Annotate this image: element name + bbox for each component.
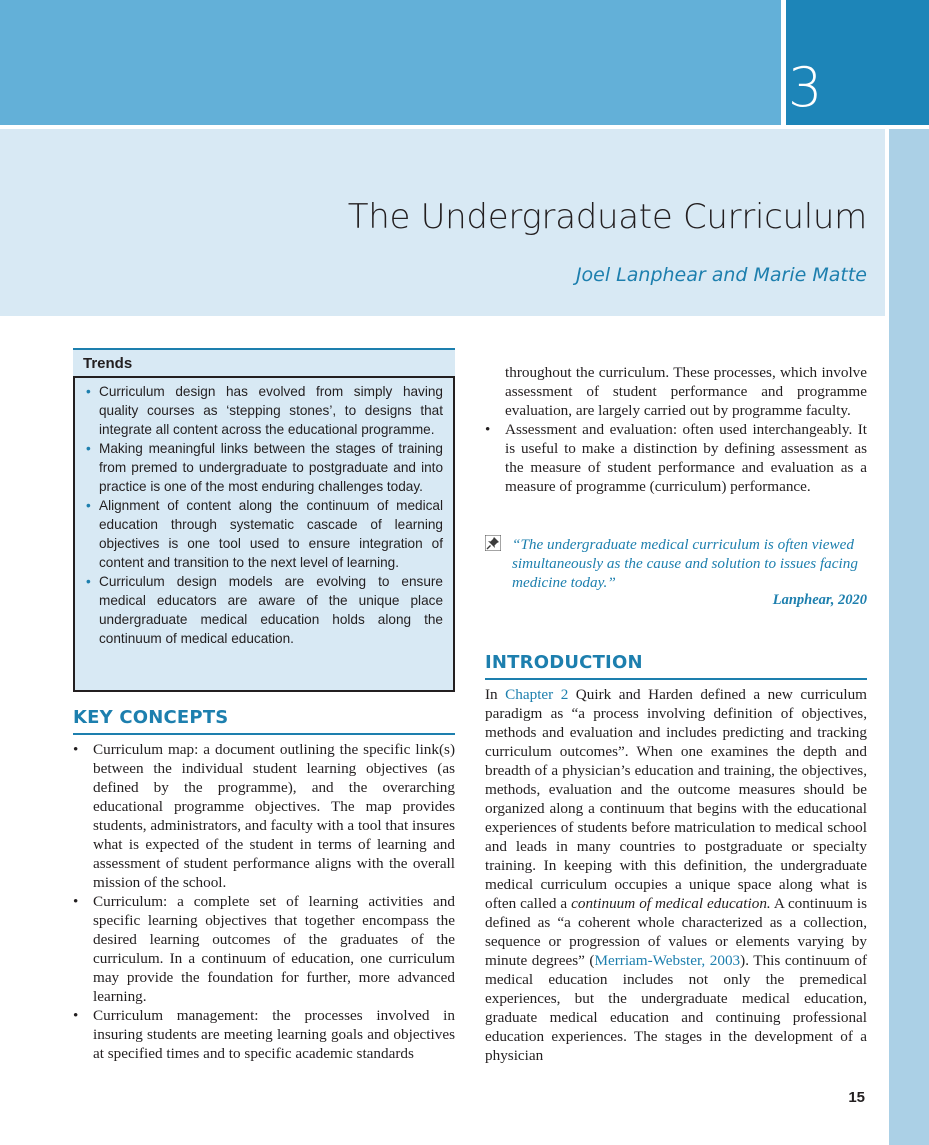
bullet-icon: • <box>86 574 91 589</box>
quote-attribution: Lanphear, 2020 <box>772 592 867 608</box>
bullet-icon: • <box>86 384 91 399</box>
key-concepts-continued <box>485 363 867 496</box>
key-concepts-list <box>73 740 455 1063</box>
trends-item-text: Making meaningful links between the stages of training from premed to undergraduate to postgraduate and into practice is one of the most enduring challenges today. <box>99 441 443 494</box>
chapter-2-link[interactable]: Chapter 2 <box>505 686 569 703</box>
key-concepts-heading: KEY CONCEPTS <box>73 707 455 735</box>
bullet-icon: • <box>73 1007 79 1024</box>
trends-content <box>73 376 455 692</box>
intro-text-segment: ). This continuum of medical education includes not only the premedical experiences, but the undergraduate medical education, graduate medical education and continuing professional education experiences. The stages in the development of a physician <box>485 952 867 1064</box>
trends-item <box>85 382 443 439</box>
key-concept-continuation: throughout the curriculum. These processes, which involve assessment of student performance and programme evaluation, are largely carried out by programme faculty. <box>505 364 867 419</box>
bullet-icon: • <box>73 741 79 758</box>
trends-item-text: Curriculum design has evolved from simply having quality courses as ‘stepping stones’, to designs that integrate all content across the educational programme. <box>99 384 443 437</box>
chapter-number: 3 <box>788 56 823 119</box>
chapter-authors: Joel Lanphear and Marie Matte <box>575 264 867 286</box>
bullet-icon: • <box>86 498 91 513</box>
key-concept-item <box>73 740 455 892</box>
intro-text-segment: A continuum is defined as “a coherent whole characterized as a collection, sequence or progression of values or elements varying by minute degrees” ( <box>485 895 868 969</box>
header-band <box>0 0 781 125</box>
intro-emphasis: continuum of medical education. <box>571 895 771 912</box>
trends-item <box>85 572 443 648</box>
margin-strip <box>889 129 929 1145</box>
bullet-icon: • <box>73 893 79 910</box>
pull-quote: “The undergraduate medical curriculum is often viewed simultaneously as the cause and solution to issues facing medicine today.” <box>512 536 858 591</box>
trends-item <box>85 496 443 572</box>
key-concept-item <box>73 1006 455 1063</box>
bullet-icon: • <box>86 441 91 456</box>
page-number: 15 <box>848 1089 865 1106</box>
trends-item <box>85 439 443 496</box>
trends-box <box>73 348 455 690</box>
merriam-webster-citation-link[interactable]: Merriam-Webster, 2003 <box>594 952 741 969</box>
trends-item-text: Alignment of content along the continuum of medical education through systematic cascade of learning objectives is one tool used to ensure integration of content and transition to the next level of learning. <box>99 498 443 570</box>
introduction-heading: INTRODUCTION <box>485 652 867 680</box>
introduction-paragraph <box>485 685 867 1065</box>
key-concepts-list-continued <box>485 420 867 496</box>
trends-list <box>85 382 443 648</box>
intro-text-segment: Quirk and Harden defined a new curriculum paradigm as “a process involving definition of objectives, methods and evaluation and includes predicting and tracking curriculum outcomes”. When one examines the depth and breadth of a physician’s education and training, the objectives, methods, evaluation and the outcome measures should be organized along a continuum that begins with the educational experiences of students before matriculation to medical school and leads in many countries to postgraduate or specialty training. In keeping with this definition, the undergraduate medical curriculum occupies a unique space along what is often called a <box>485 686 867 912</box>
pushpin-icon <box>485 535 501 551</box>
bullet-icon: • <box>485 421 491 438</box>
key-concept-text: Curriculum map: a document outlining the specific link(s) between the individual student learning objectives (as defined by the programme), and the overarching educational programme objectives. The map provides students, administrators, and faculty with a tool that insures what is expected of the student in terms of learning and assessment of student performance aligns with the overall mission of the school. <box>93 741 455 891</box>
key-concept-text: Curriculum management: the processes involved in insuring students are meeting learning goals and objectives at specified times and to specific academic standards <box>93 1007 455 1062</box>
chapter-title: The Undergraduate Curriculum <box>347 197 867 237</box>
intro-text-segment: In <box>485 686 506 703</box>
key-concept-text: Assessment and evaluation: often used interchangeably. It is useful to make a distinction by defining assessment as the measure of student performance and evaluation as a measure of programme (curriculum) performance. <box>505 421 867 495</box>
key-concept-item <box>73 892 455 1006</box>
trends-heading: Trends <box>83 355 133 372</box>
key-concept-item <box>485 420 867 496</box>
trends-item-text: Curriculum design models are evolving to ensure medical educators are aware of the unique place undergraduate medical education holds along the continuum of medical education. <box>99 574 443 646</box>
key-concept-text: Curriculum: a complete set of learning activities and specific learning objectives that together encompass the desired learning outcomes of the graduates of the curriculum. In a continuum of education, one curriculum may provide the foundation for further, more advanced learning. <box>93 893 455 1005</box>
